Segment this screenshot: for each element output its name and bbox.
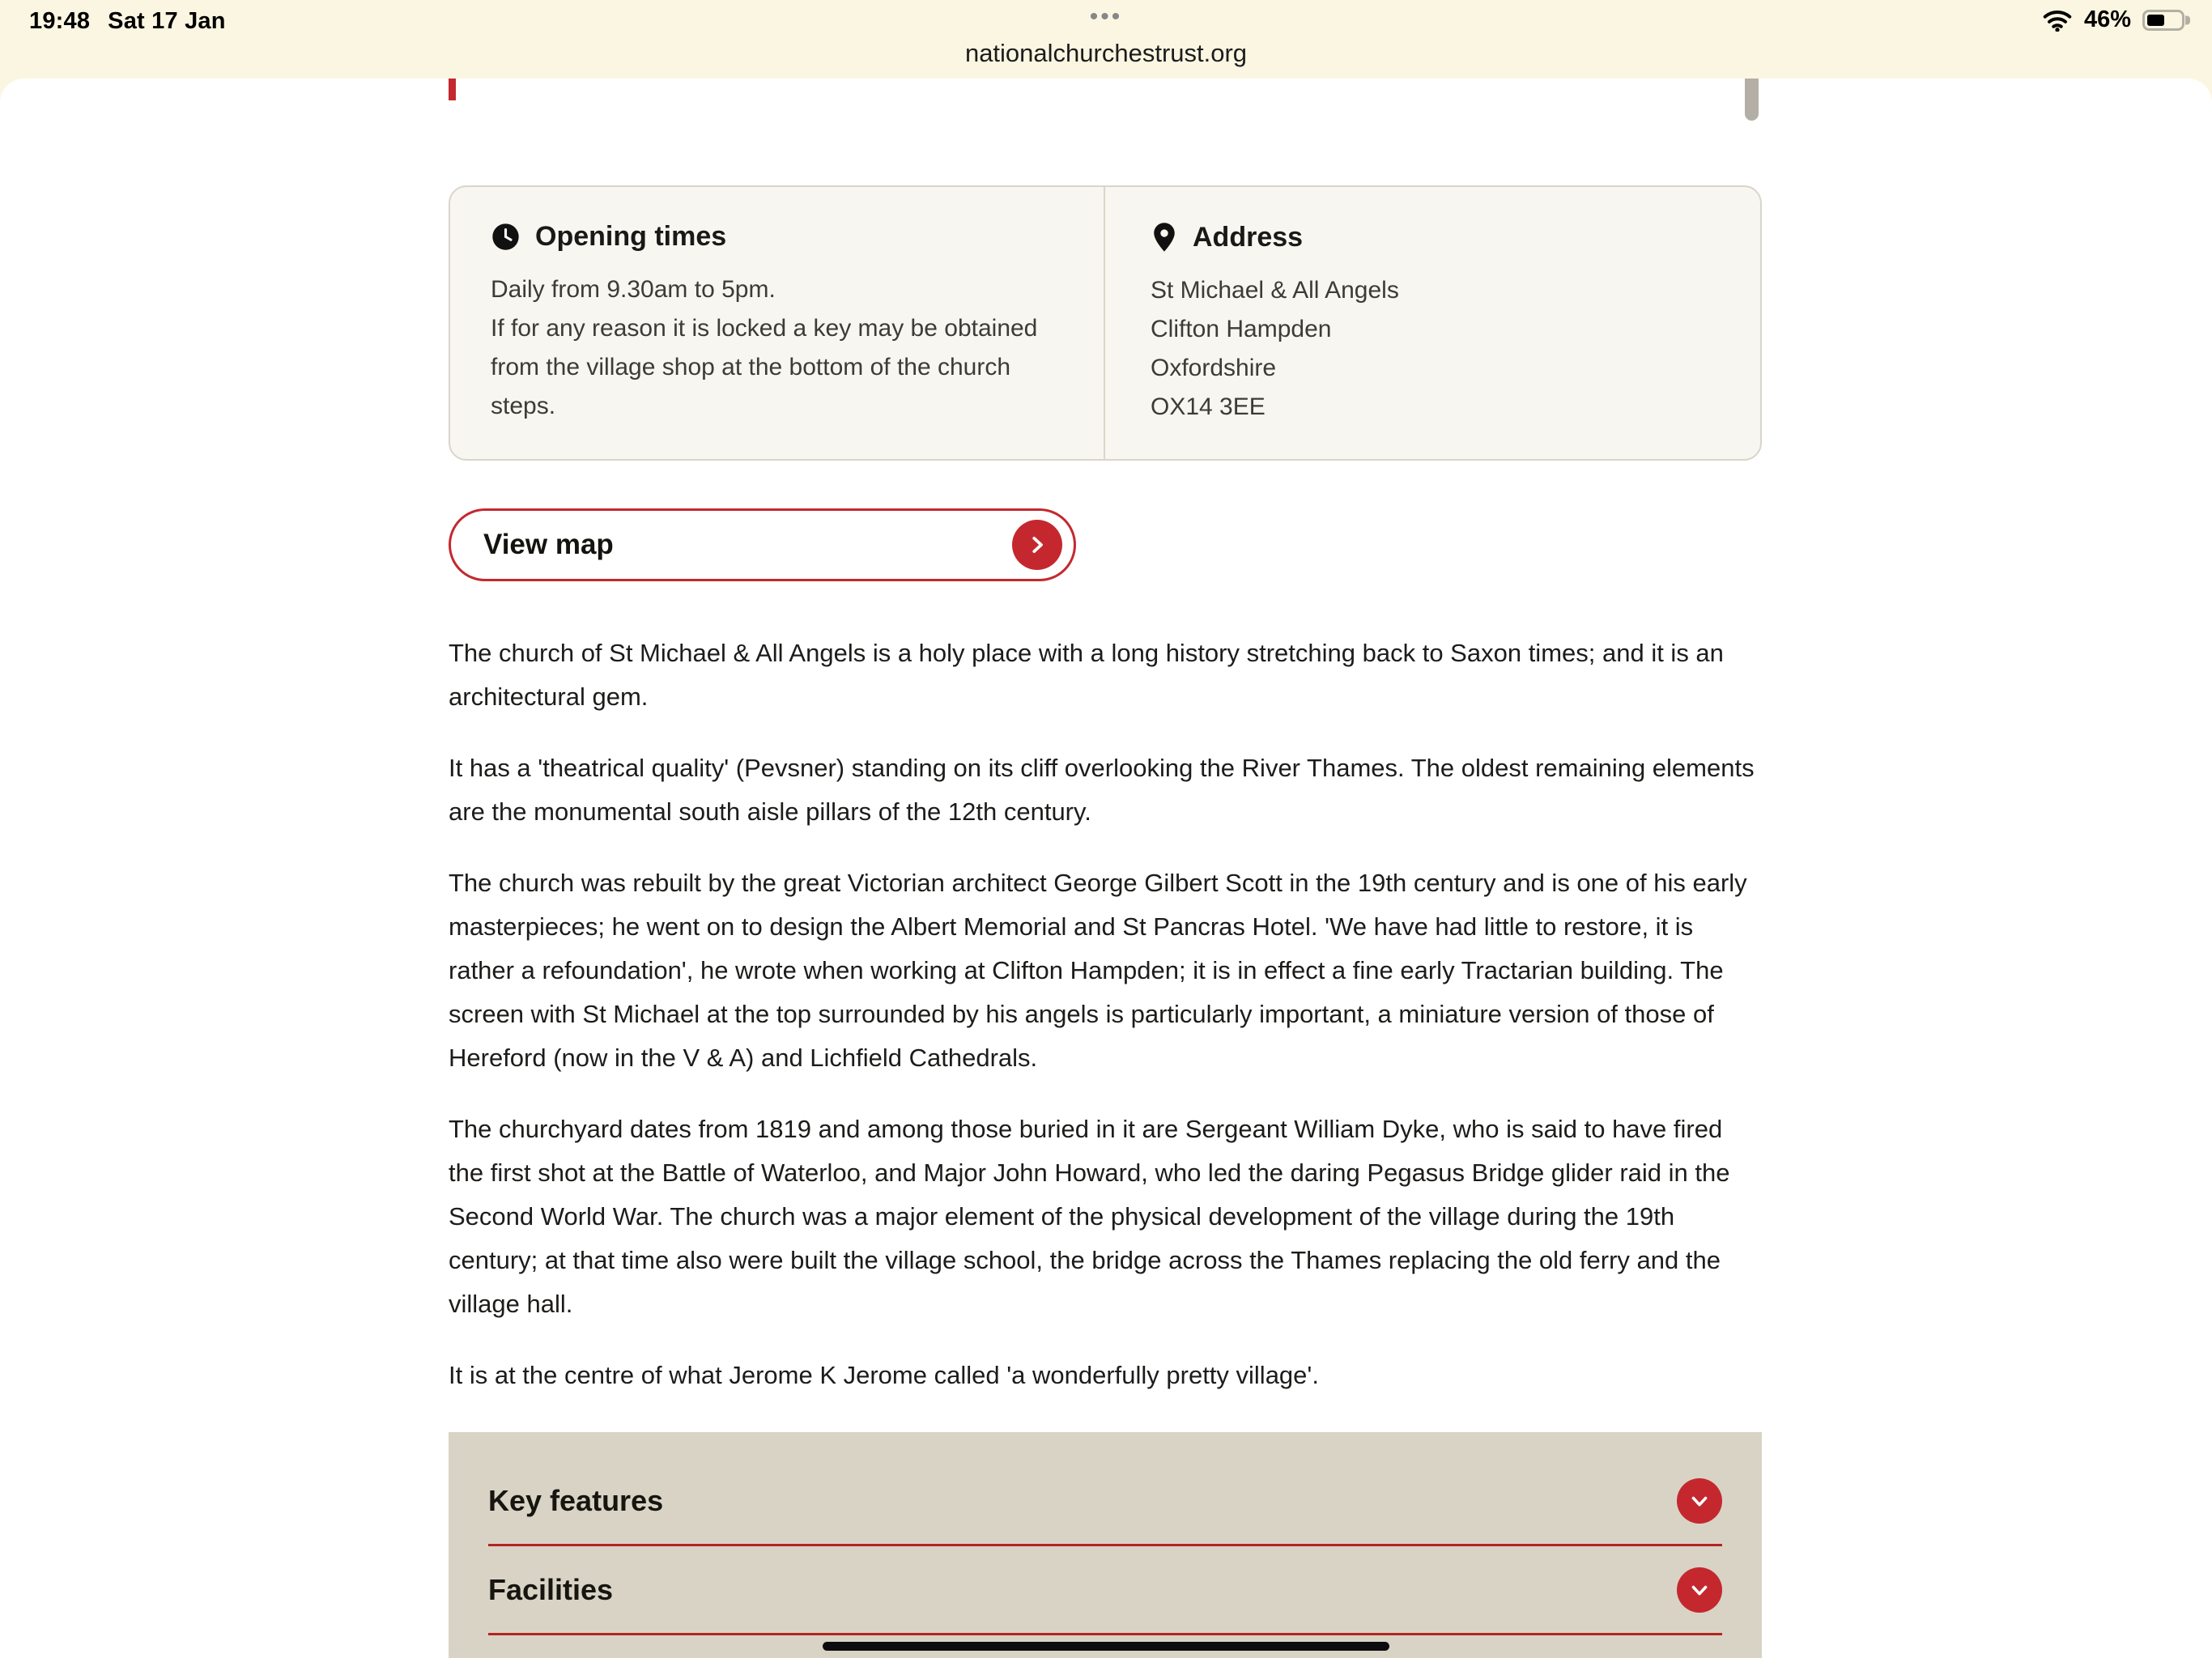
paragraph: It has a 'theatrical quality' (Pevsner) standing on its cliff overlooking the River Thames. The oldest remaining elements are the monumental south aisle pillars of the 12th century. [449,754,1755,826]
address-line: St Michael & All Angels [1151,277,1399,304]
paragraph: The churchyard dates from 1819 and among those buried in it are Sergeant William Dyke, who is said to have fired the first shot at the Battle of Waterloo, and Major John Howard, who led the daring Pegasus Bridge glider raid in the Second World War. The church was a major element of the physical development of the village during the 19th century; at that time also were built the village school, the bridge across the Thames replacing the old ferry and the village hall. [449,1115,1730,1318]
address-line: Clifton Hampden [1151,316,1332,342]
accordion-facilities[interactable] [488,1546,1722,1635]
wifi-icon [2042,9,2073,32]
opening-times-title: Opening times [535,221,727,252]
battery-fill [2147,15,2164,26]
accordion-key-features[interactable] [488,1457,1722,1546]
description-text [449,631,1762,1397]
address-bar[interactable]: nationalchurchestrust.org [964,39,1248,67]
chevron-down-icon [1688,1490,1711,1512]
opening-times-header [491,221,1066,253]
opening-times-line: If for any reason it is locked a key may be obtained from the village shop at the bottom of the church steps. [491,315,1038,419]
expand-facilities-button[interactable] [1677,1567,1722,1613]
home-indicator[interactable] [823,1642,1389,1651]
address-line: OX14 3EE [1151,393,1266,420]
page-content [449,79,1762,1658]
accordion-label: Key features [488,1483,664,1517]
battery-icon [2142,10,2184,31]
battery-nub [2185,15,2190,24]
opening-times-line: Daily from 9.30am to 5pm. [491,276,776,303]
clipped-page-fragment [1745,79,1759,121]
chevron-right-circle [1012,520,1062,570]
page-menu-dots-button[interactable]: ••• [1089,3,1123,30]
battery-percent: 46% [2083,6,2131,32]
expand-key-features-button[interactable] [1677,1478,1722,1524]
view-map-label: View map [483,529,614,560]
web-page-sheet [0,79,2212,1658]
accordion-label: Facilities [488,1572,614,1606]
address-line: Oxfordshire [1151,355,1277,381]
status-time: 19:48 [29,8,91,34]
address-header [1151,221,1723,253]
address-title: Address [1193,221,1304,253]
clipped-heading-accent-bar [449,79,456,100]
accordion-panel [449,1432,1762,1658]
address-column [1105,187,1760,459]
paragraph: It is at the centre of what Jerome K Jerome called 'a wonderfully pretty village'. [449,1361,1319,1389]
status-left [29,8,226,35]
browser-chrome [0,0,2212,79]
status-right [2042,6,2184,33]
status-date: Sat 17 Jan [108,8,226,34]
paragraph: The church was rebuilt by the great Victorian architect George Gilbert Scott in the 19th century and is one of his early masterpieces; he went on to design the Albert Memorial and St Pancras Hotel. 'We have had little to restore, it is rather a refoundation', he wrote when working at Clifton Hampden; it is in effect a fine early Tractarian building. The screen with St Michael at the top surrounded by his angels is particularly important, a miniature version of those of Hereford (now in the V & A) and Lichfield Cathedrals. [449,869,1747,1072]
opening-times-column [450,187,1105,459]
chevron-right-icon [1025,533,1049,557]
clock-icon [491,222,521,252]
paragraph: The church of St Michael & All Angels is a holy place with a long history stretching back to Saxon times; and it is an architectural gem. [449,639,1724,711]
info-card [449,185,1762,461]
location-pin-icon [1151,221,1178,253]
view-map-button[interactable] [449,508,1076,581]
chevron-down-icon [1688,1579,1711,1601]
